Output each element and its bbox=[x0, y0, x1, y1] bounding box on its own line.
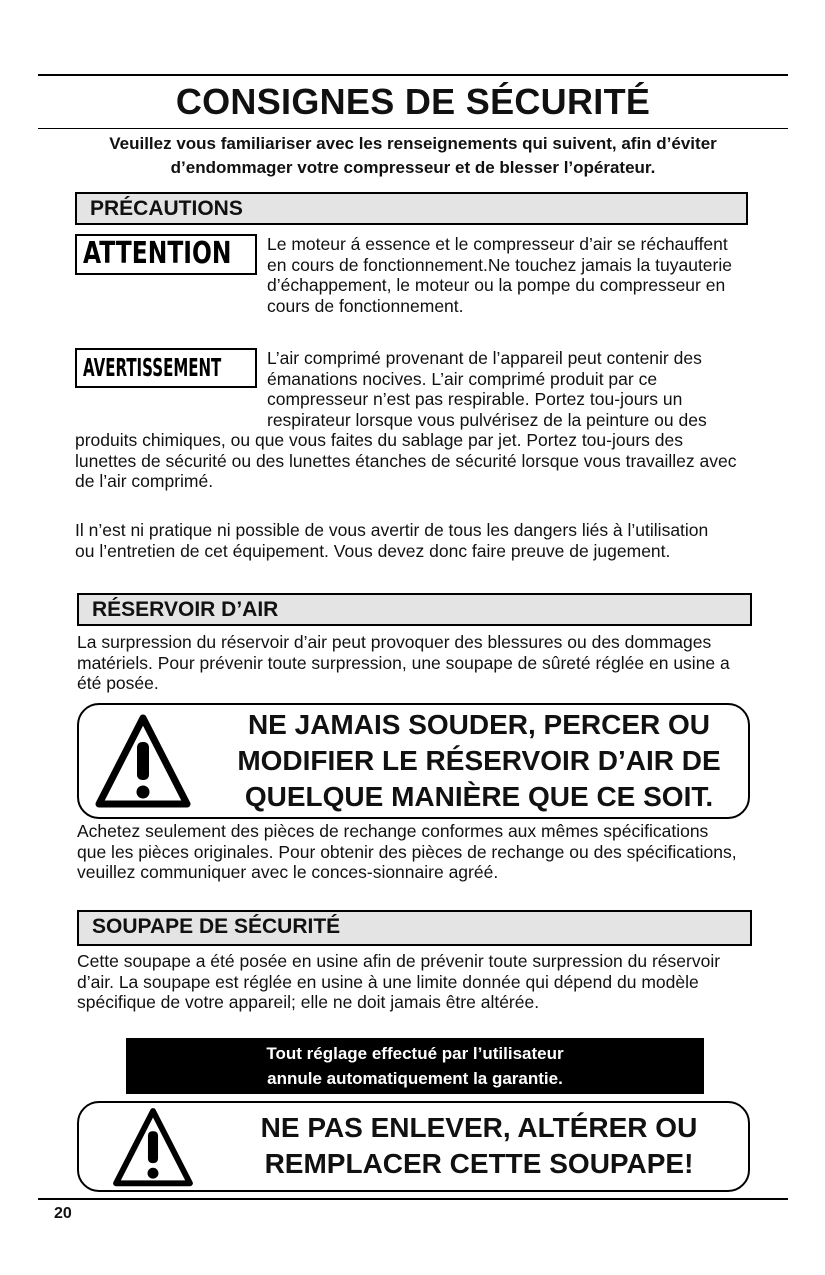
replacement-parts-text: Achetez seulement des pièces de rechange conformes aux mêmes spécifications que les pièces originales. Pour obtenir des pièces de rechange ou des spécifications, veuillez communiquer avec le conces-sionnaire agréé. bbox=[77, 821, 737, 882]
soupape-danger-line: REMPLACER CETTE SOUPAPE! bbox=[264, 1148, 694, 1179]
warranty-notice bbox=[126, 1038, 704, 1094]
section-header-reservoir: RÉSERVOIR D’AIR bbox=[77, 593, 752, 626]
reservoir-danger-box bbox=[77, 703, 750, 819]
warning-triangle-icon bbox=[111, 1106, 195, 1190]
section-header-soupape: SOUPAPE DE SÉCURITÉ bbox=[77, 910, 752, 946]
section-header-precautions: PRÉCAUTIONS bbox=[75, 192, 748, 225]
top-rule bbox=[38, 74, 788, 76]
avertissement-label-text: AVERTISSEMENT bbox=[83, 352, 222, 382]
attention-label-text: ATTENTION bbox=[83, 236, 232, 272]
title-rule bbox=[38, 128, 788, 129]
reservoir-danger-line: QUELQUE MANIÈRE QUE CE SOIT. bbox=[244, 781, 714, 812]
reservoir-text: La surpression du réservoir d’air peut provoquer des blessures ou des dommages matériels. Pour prévenir toute surpression, une soupape de sûreté réglée en usine a été posée. bbox=[77, 632, 730, 693]
attention-label-wrap bbox=[75, 234, 265, 296]
general-note: Il n’est ni pratique ni possible de vous avertir de tous les dangers liés à l’utilisation ou l’entretien de cet équipement. Vous devez donc faire preuve de jugement. bbox=[75, 520, 709, 561]
avertissement-label bbox=[75, 348, 257, 388]
reservoir-danger-text bbox=[209, 707, 749, 815]
attention-block bbox=[75, 234, 747, 316]
avertissement-label-wrap bbox=[75, 348, 267, 410]
soupape-danger-text bbox=[209, 1110, 749, 1182]
avertissement-text: L’air comprimé provenant de l’appareil peut contenir des émanations nocives. L’air comprimé produit par ce compresseur n’est pas respirable. Portez tou-jours un respirateur lorsque vous pulvérisez de la peinture ou des produits chimiques, ou que vous faites du sablage par jet. Portez tou-jours des lunettes de sécurité ou des lunettes étanches de sécurité lorsque vous travaillez avec de l’air comprimé. bbox=[75, 348, 737, 491]
warning-triangle-icon bbox=[93, 712, 193, 812]
soupape-text: Cette soupape a été posée en usine afin de prévenir toute surpression du réservoir d’air. La soupape est réglée en usine à une limite donnée qui dépend du modèle spécifique de votre appareil; elle ne doit jamais être altérée. bbox=[77, 951, 721, 1012]
warranty-notice-line: annule automatiquement la garantie. bbox=[267, 1068, 563, 1088]
avertissement-block bbox=[75, 348, 747, 492]
attention-text: Le moteur á essence et le compresseur d’air se réchauffent en cours de fonctionnement.Ne touchez jamais la tuyauterie d’échappement, le moteur ou la pompe du compresseur en cours de fonctionnement. bbox=[267, 234, 732, 316]
reservoir-danger-line: MODIFIER LE RÉSERVOIR D’AIR DE bbox=[237, 745, 721, 776]
reservoir-danger-line: NE JAMAIS SOUDER, PERCER OU bbox=[247, 709, 711, 740]
bottom-rule bbox=[38, 1198, 788, 1200]
intro-text: Veuillez vous familiariser avec les renseignements qui suivent, afin d’éviter d’endommager votre compresseur et de blesser l’opérateur. bbox=[109, 134, 717, 177]
page-title: CONSIGNES DE SÉCURITÉ bbox=[175, 81, 651, 122]
warranty-notice-line: Tout réglage effectué par l’utilisateur bbox=[266, 1044, 564, 1063]
soupape-danger-line: NE PAS ENLEVER, ALTÉRER OU bbox=[260, 1112, 698, 1143]
attention-label bbox=[75, 234, 257, 275]
page-number: 20 bbox=[54, 1205, 72, 1222]
soupape-danger-box bbox=[77, 1101, 750, 1192]
